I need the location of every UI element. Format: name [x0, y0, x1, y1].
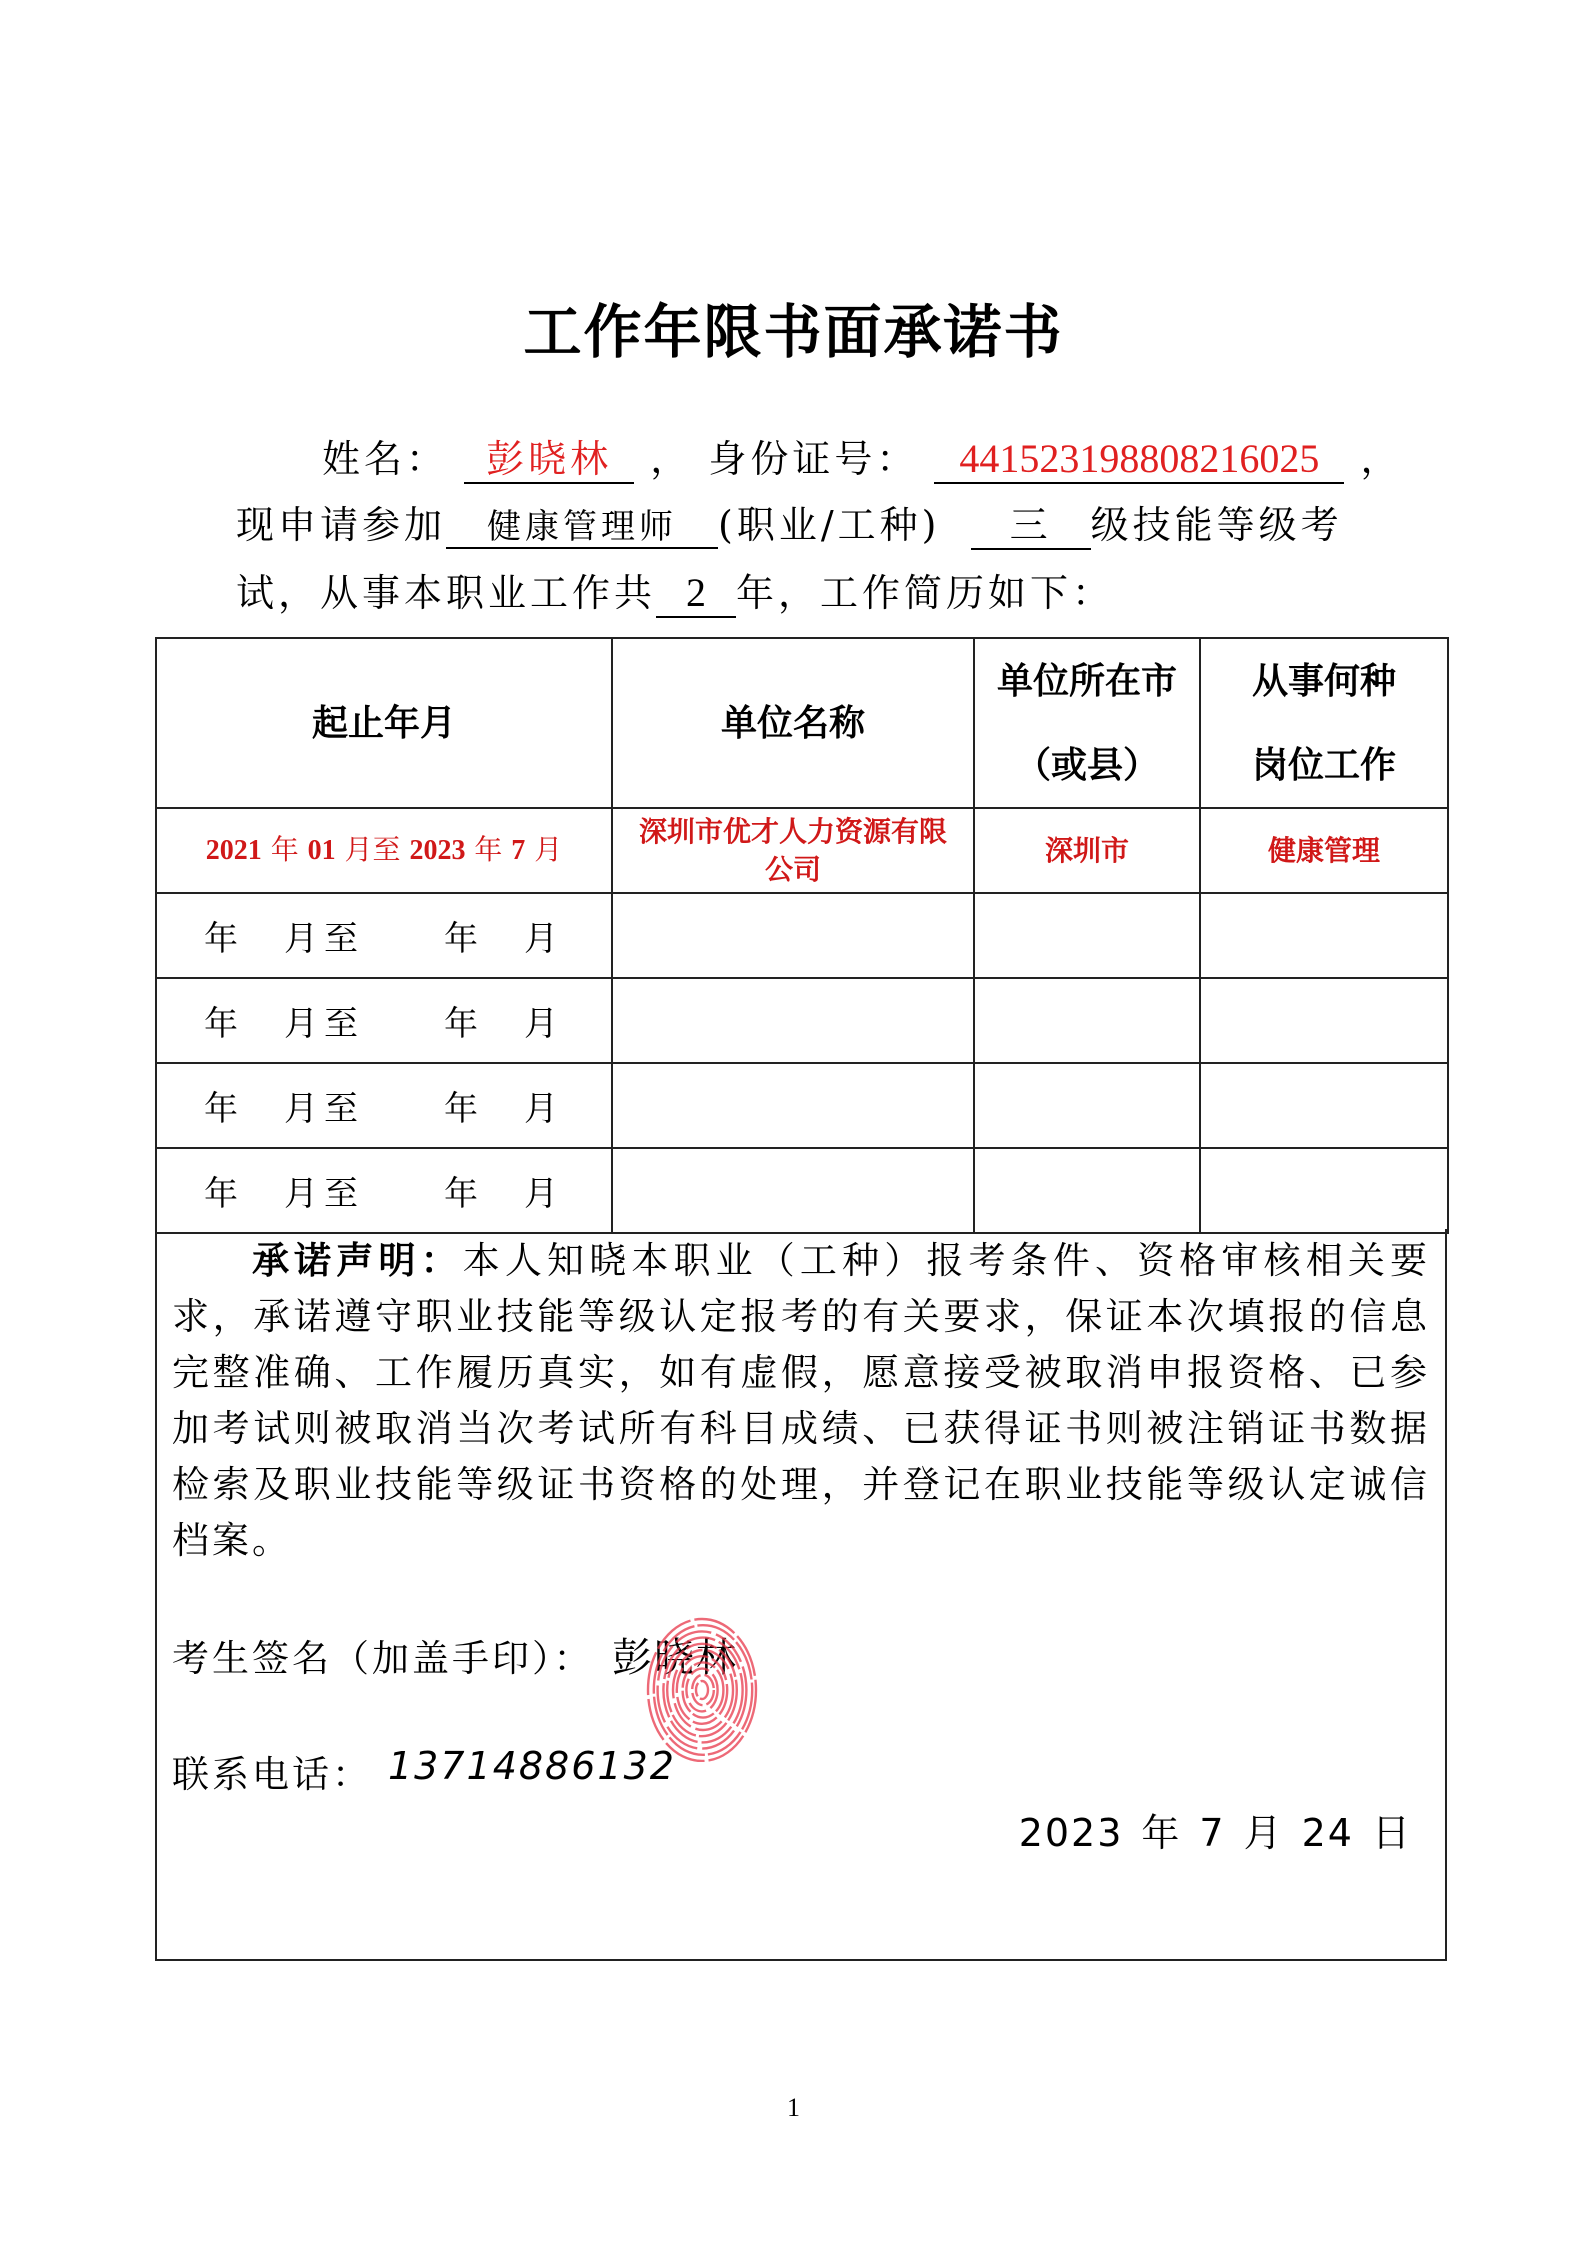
years-field: 2: [656, 570, 736, 618]
empty-period: 年 月至 年 月: [156, 978, 612, 1063]
comma: ，: [1360, 437, 1403, 481]
empty-cell: [1200, 978, 1448, 1063]
phone-number: 13714886132: [388, 1744, 676, 1788]
table-row: [156, 893, 1448, 978]
phone-label: 联系电话：: [172, 1753, 372, 1796]
empty-cell: [612, 978, 974, 1063]
table-row: [156, 978, 1448, 1063]
table-header-row: [156, 638, 1448, 808]
work-history-table: [155, 637, 1449, 1234]
date-year-unit: 年: [1141, 1811, 1182, 1855]
apply-label: 现申请参加: [236, 503, 447, 547]
date-month: 7: [1199, 1811, 1226, 1855]
header-city: [974, 638, 1200, 808]
document-title: 工作年限书面承诺书: [523, 298, 1064, 366]
empty-cell: [1200, 1063, 1448, 1148]
header-unit: 单位名称: [612, 638, 974, 808]
end-month: 7: [511, 835, 526, 866]
end-year: 2023: [409, 835, 466, 866]
empty-cell: [612, 893, 974, 978]
empty-cell: [974, 893, 1200, 978]
empty-cell: [974, 1148, 1200, 1233]
intro-line-2: [236, 494, 1343, 550]
empty-cell: [974, 978, 1200, 1063]
id-label: 身份证号：: [708, 437, 919, 481]
name-label: 姓名：: [322, 437, 449, 481]
sign-date: [1019, 1802, 1412, 1857]
work-years-prefix: 试，从事本职业工作共: [236, 571, 657, 615]
header-city-line1: 单位所在市: [996, 660, 1177, 702]
record-period: [156, 808, 612, 893]
date-year: 2023: [1018, 1811, 1124, 1855]
month-char: 月: [344, 833, 373, 866]
fingerprint-icon: [645, 1612, 760, 1762]
signature-label: 考生签名（加盖手印）：: [172, 1637, 594, 1680]
empty-cell: [612, 1063, 974, 1148]
record-unit: 深圳市优才人力资源有限公司: [612, 808, 974, 893]
name-field: 彭晓林: [464, 438, 634, 484]
empty-cell: [1200, 1148, 1448, 1233]
date-day-unit: 日: [1371, 1811, 1412, 1855]
table-row: [156, 1148, 1448, 1233]
header-post: [1200, 638, 1448, 808]
empty-cell: [612, 1148, 974, 1233]
year-char: 年: [474, 833, 503, 866]
occupation-suffix: (职业/工种): [718, 503, 941, 547]
month-char: 月: [534, 833, 563, 866]
date-day: 24: [1301, 1811, 1354, 1855]
header-post-line1: 从事何种: [1251, 660, 1396, 702]
work-years-suffix: 年，工作简历如下：: [736, 571, 1115, 615]
level-suffix: 级技能等级考: [1090, 503, 1343, 547]
pledge-statement: [172, 1232, 1430, 1569]
empty-period: 年 月至 年 月: [156, 893, 612, 978]
level-field: 三: [971, 504, 1091, 550]
signature-name: 彭晓林: [612, 1635, 738, 1681]
record-city: 深圳市: [974, 808, 1200, 893]
intro-line-3: [236, 562, 1114, 618]
empty-period: 年 月至 年 月: [156, 1148, 612, 1233]
to-char: 至: [372, 833, 401, 866]
header-period: 起止年月: [156, 638, 612, 808]
fingerprint-ridge: [696, 1681, 708, 1699]
record-post: 健康管理: [1200, 808, 1448, 893]
occupation-field: 健康管理师: [446, 508, 718, 549]
start-month: 01: [307, 835, 336, 866]
page-number: 1: [787, 2093, 800, 2122]
header-post-line2: 岗位工作: [1251, 744, 1396, 786]
table-row: [156, 1063, 1448, 1148]
pledge-text: 本人知晓本职业（工种）报考条件、资格审核相关要求，承诺遵守职业技能等级认定报考的有关要求，保证本次填报的信息完整准确、工作履历真实，如有虚假，愿意接受被取消申报资格、已参加考试则被取消当次考试所有科目成绩、已获得证书则被注销证书数据检索及职业技能等级证书资格的处理，并登记在职业技能等级认定诚信档案。: [172, 1239, 1431, 1562]
pledge-heading: 承诺声明：: [252, 1238, 463, 1282]
date-month-unit: 月: [1243, 1811, 1284, 1855]
table-row: [156, 808, 1448, 893]
comma: ，: [650, 437, 693, 481]
empty-period: 年 月至 年 月: [156, 1063, 612, 1148]
empty-cell: [1200, 893, 1448, 978]
fingerprint-ridge: [663, 1638, 742, 1743]
year-char: 年: [270, 833, 299, 866]
intro-line-1: [322, 428, 1403, 484]
empty-cell: [974, 1063, 1200, 1148]
start-year: 2021: [205, 835, 262, 866]
fingerprint-ridge: [677, 1656, 727, 1724]
header-city-line2: （或县）: [1014, 744, 1159, 786]
id-number-field: 441523198808216025: [934, 436, 1344, 484]
